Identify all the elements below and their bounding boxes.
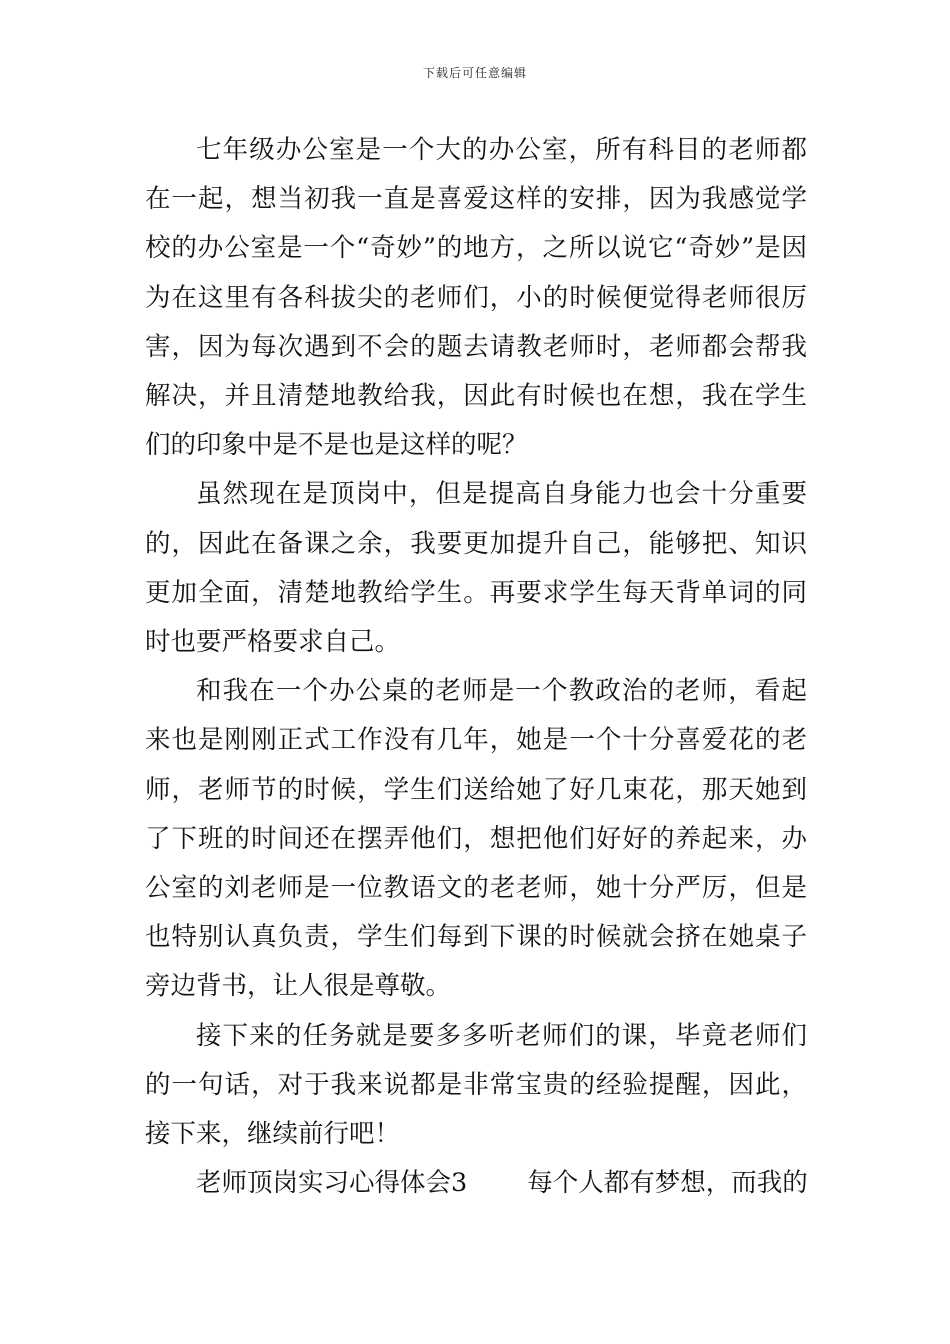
document-body <box>145 126 807 1208</box>
section-title: 老师顶岗实习心得体会3 <box>196 1168 468 1199</box>
paragraph-colleagues: 和我在一个办公桌的老师是一个教政治的老师，看起来也是刚刚正式工作没有几年，她是一个十分喜爱花的老师，老师节的时候，学生们送给她了好几束花，那天她到了下班的时间还在摆弄他们，想把他们好好的养起来，办公室的刘老师是一位教语文的老老师，她十分严厉，但是也特别认真负责，学生们每到下课的时候就会挤在她桌子旁边背书，让人很是尊敬。 <box>145 676 807 1002</box>
section-first-text: 每个人都有梦想，而我的 <box>527 1168 808 1199</box>
paragraph-self-improvement: 虽然现在是顶岗中，但是提高自身能力也会十分重要的，因此在备课之余，我要更加提升自己，能够把、知识更加全面，清楚地教给学生。再要求学生每天背单词的同时也要严格要求自己。 <box>145 479 807 658</box>
section-heading-line <box>145 1159 807 1208</box>
paragraph-next-steps: 接下来的任务就是要多多听老师们的课，毕竟老师们的一句话，对于我来说都是非常宝贵的经验提醒，因此，接下来，继续前行吧！ <box>145 1020 807 1150</box>
page-header: 下载后可任意编辑 <box>422 66 527 80</box>
paragraph-office: 七年级办公室是一个大的办公室，所有科目的老师都在一起，想当初我一直是喜爱这样的安排，因为我感觉学校的办公室是一个“奇妙”的地方，之所以说它“奇妙”是因为在这里有各科拔尖的老师们，小的时候便觉得老师很厉害，因为每次遇到不会的题去请教老师时，老师都会帮我解决，并且清楚地教给我，因此有时候也在想，我在学生们的印象中是不是也是这样的呢？ <box>145 135 807 461</box>
heading-spacer <box>467 1159 527 1208</box>
